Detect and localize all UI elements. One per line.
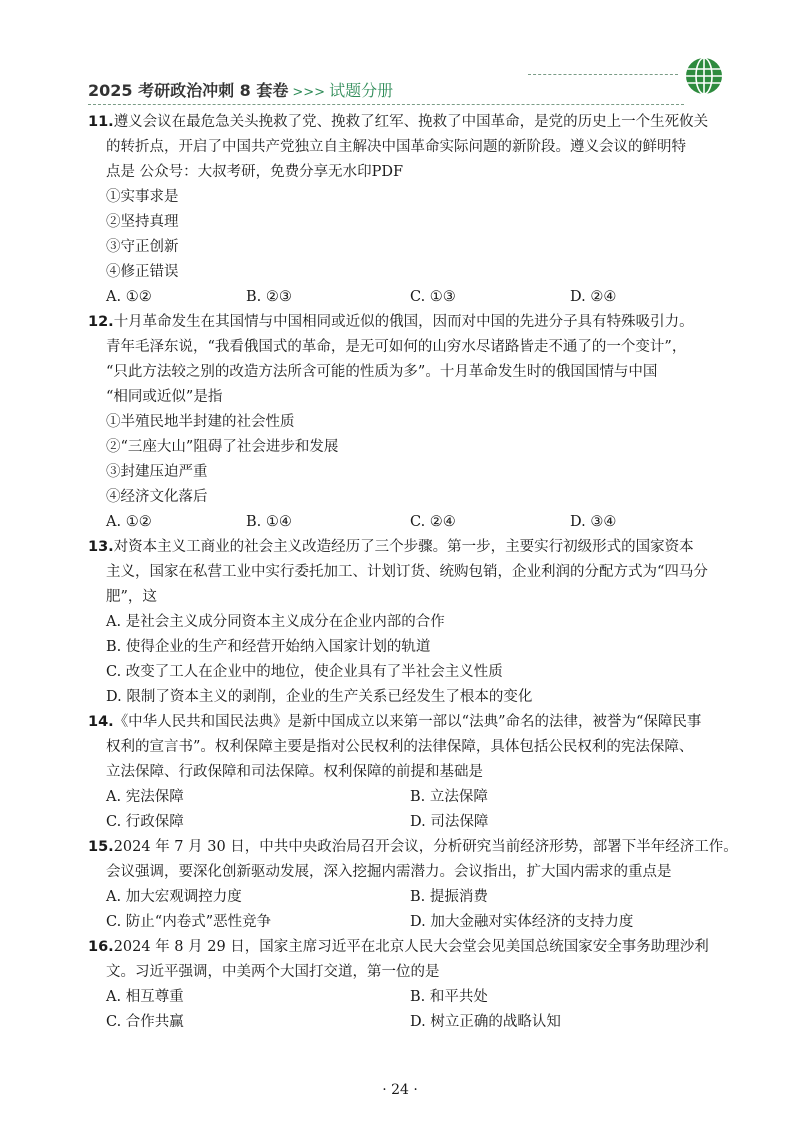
question-stem-line: 立法保障、行政保障和司法保障。权利保障的前提和基础是 <box>106 764 483 780</box>
choice-b: B. 立法保障 <box>410 789 488 805</box>
choice-c: C. ①③ <box>410 289 456 305</box>
question-12 <box>88 310 728 535</box>
statement-item: ①半殖民地半封建的社会性质 <box>106 414 295 430</box>
question-16 <box>88 935 728 1035</box>
question-stem-line: 15.2024 年 7 月 30 日，中共中央政治局召开会议，分析研究当前经济形势，部署下半年经济工作。 <box>88 839 738 855</box>
answer-choices-row <box>88 985 728 1010</box>
choice-a: A. ①② <box>106 514 152 530</box>
header-separator: >>> <box>292 85 326 100</box>
header-divider-upper <box>528 74 678 75</box>
answer-choices-row <box>88 910 728 935</box>
question-stem-line: “相同或近似”是指 <box>106 389 223 405</box>
question-11 <box>88 110 728 310</box>
header-subtitle: 试题分册 <box>329 81 394 100</box>
question-stem-line: 主义，国家在私营工业中实行委托加工、计划订货、统购包销，企业利润的分配方式为“四马分 <box>106 564 708 580</box>
question-stem-line: 16.2024 年 8 月 29 日，国家主席习近平在北京人民大会堂会见美国总统国家安全事务助理沙利 <box>88 939 709 955</box>
header-divider <box>88 104 684 105</box>
choice-a: A. ①② <box>106 289 152 305</box>
header-title <box>88 78 393 101</box>
question-14 <box>88 710 728 835</box>
answer-choices <box>88 285 728 310</box>
question-number: 16. <box>88 939 114 955</box>
choice-a: A. 宪法保障 <box>106 789 184 805</box>
choice-b: B. 提振消费 <box>410 889 488 905</box>
choice-c: C. ②④ <box>410 514 456 530</box>
globe-logo-icon <box>684 56 724 96</box>
choice-b: B. ②③ <box>246 289 292 305</box>
question-15 <box>88 835 738 935</box>
question-13 <box>88 535 728 710</box>
question-stem-line: 点是 公众号：大叔考研，免费分享无水印PDF <box>106 164 404 180</box>
answer-choices-row <box>88 785 728 810</box>
choice-a: A. 相互尊重 <box>106 989 184 1005</box>
statement-item: ④经济文化落后 <box>106 489 208 505</box>
question-stem-line: 文。习近平强调，中美两个大国打交道，第一位的是 <box>106 964 440 980</box>
question-list <box>88 110 738 1035</box>
choice-d: D. 加大金融对实体经济的支持力度 <box>410 914 634 930</box>
header-book-title: 2025 考研政治冲刺 8 套卷 <box>88 81 289 100</box>
page-number: · 24 · <box>382 1082 418 1098</box>
answer-choices <box>88 510 728 535</box>
choice-c: C. 行政保障 <box>106 814 184 830</box>
statement-item: ②“三座大山”阻碍了社会进步和发展 <box>106 439 339 455</box>
answer-choices-row <box>88 810 728 835</box>
choice-c: C. 改变了工人在企业中的地位，使企业具有了半社会主义性质 <box>106 664 503 680</box>
statement-item: ④修正错误 <box>106 264 179 280</box>
answer-choices-row <box>88 885 728 910</box>
statement-item: ③守正创新 <box>106 239 179 255</box>
question-stem-line: 权利的宣言书”。权利保障主要是指对公民权利的法律保障，具体包括公民权利的宪法保障、 <box>106 739 694 755</box>
question-number: 15. <box>88 839 114 855</box>
answer-choices-row <box>88 1010 728 1035</box>
choice-b: B. ①④ <box>246 514 292 530</box>
choice-d: D. ③④ <box>570 514 617 530</box>
question-number: 14. <box>88 714 114 730</box>
choice-c: C. 合作共赢 <box>106 1014 184 1030</box>
choice-d: D. 司法保障 <box>410 814 489 830</box>
question-stem-line: 青年毛泽东说，“我看俄国式的革命，是无可如何的山穷水尽诸路皆走不通了的一个变计”， <box>106 339 687 355</box>
choice-c: C. 防止“内卷式”恶性竞争 <box>106 914 272 930</box>
question-stem-line: 肥”，这 <box>106 589 157 605</box>
statement-item: ①实事求是 <box>106 189 179 205</box>
question-stem-line: 会议强调，要深化创新驱动发展，深入挖掘内需潜力。会议指出，扩大国内需求的重点是 <box>106 864 672 880</box>
choice-a: A. 加大宏观调控力度 <box>106 889 242 905</box>
question-stem-line: 11.遵义会议在最危急关头挽救了党、挽救了红军、挽救了中国革命，是党的历史上一个生死攸关 <box>88 114 709 130</box>
choice-d: D. ②④ <box>570 289 617 305</box>
choice-d: D. 限制了资本主义的剥削，企业的生产关系已经发生了根本的变化 <box>106 689 533 705</box>
statement-item: ③封建压迫严重 <box>106 464 208 480</box>
question-stem-line: “只此方法较之别的改造方法所含可能的性质为多”。十月革命发生时的俄国国情与中国 <box>106 364 658 380</box>
question-stem-line: 的转折点，开启了中国共产党独立自主解决中国革命实际问题的新阶段。遵义会议的鲜明特 <box>106 139 686 155</box>
question-number: 11. <box>88 114 114 130</box>
choice-d: D. 树立正确的战略认知 <box>410 1014 561 1030</box>
question-stem-line: 13.对资本主义工商业的社会主义改造经历了三个步骤。第一步，主要实行初级形式的国家资本 <box>88 539 694 555</box>
page-header <box>88 72 728 108</box>
statement-item: ②坚持真理 <box>106 214 179 230</box>
question-stem-line: 14.《中华人民共和国民法典》是新中国成立以来第一部以“法典”命名的法律，被誉为“保障民事 <box>88 714 702 730</box>
choice-a: A. 是社会主义成分同资本主义成分在企业内部的合作 <box>106 614 445 630</box>
question-stem-line: 12.十月革命发生在其国情与中国相同或近似的俄国，因而对中国的先进分子具有特殊吸引力。 <box>88 314 694 330</box>
question-number: 12. <box>88 314 114 330</box>
choice-b: B. 使得企业的生产和经营开始纳入国家计划的轨道 <box>106 639 431 655</box>
question-number: 13. <box>88 539 114 555</box>
choice-b: B. 和平共处 <box>410 989 488 1005</box>
